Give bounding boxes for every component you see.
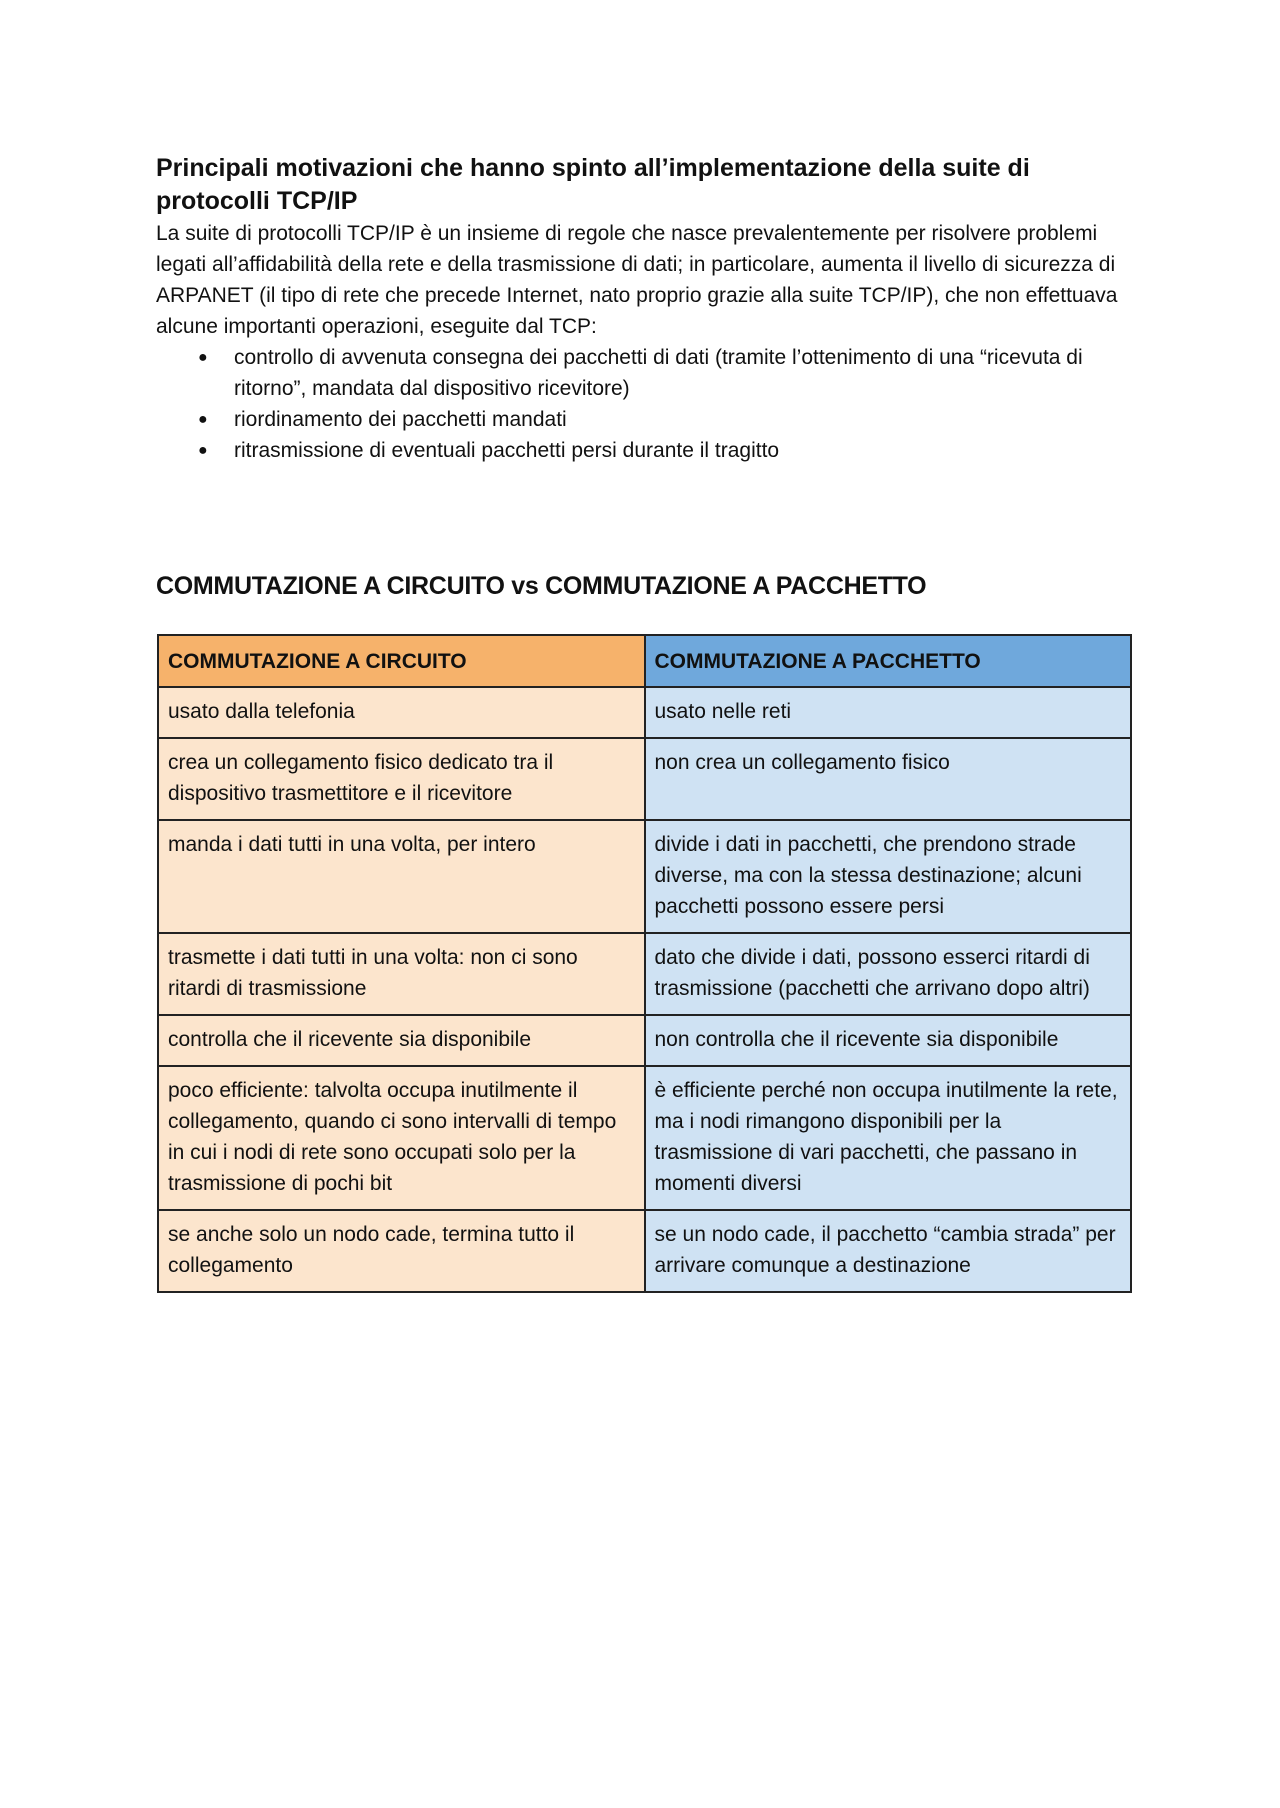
cell-circuit: se anche solo un nodo cade, termina tutto il collegamento (158, 1210, 645, 1292)
comparison-table (157, 634, 1132, 1293)
table-row (158, 1015, 1131, 1066)
comparison-title: COMMUTAZIONE A CIRCUITO vs COMMUTAZIONE A PACCHETTO (156, 572, 927, 600)
table-row (158, 820, 1131, 933)
list-item: ● riordinamento dei pacchetti mandati (156, 404, 1136, 435)
header-packet: COMMUTAZIONE A PACCHETTO (645, 635, 1132, 687)
cell-circuit: manda i dati tutti in una volta, per intero (158, 820, 645, 933)
header-circuit: COMMUTAZIONE A CIRCUITO (158, 635, 645, 687)
cell-circuit: poco efficiente: talvolta occupa inutilmente il collegamento, quando ci sono intervalli di tempo in cui i nodi di rete sono occupati solo per la trasmissione di pochi bit (158, 1066, 645, 1210)
list-item: ● ritrasmissione di eventuali pacchetti persi durante il tragitto (156, 435, 1136, 466)
table-row (158, 1066, 1131, 1210)
section-paragraph: La suite di protocolli TCP/IP è un insieme di regole che nasce prevalentemente per risolvere problemi legati all’affidabilità della rete e della trasmissione di dati; in particolare, aumenta il livello di sicurezza di ARPANET (il tipo di rete che precede Internet, nato proprio grazie alla suite TCP/IP), che non effettuava alcune importanti operazioni, eseguite dal TCP: (156, 222, 1118, 338)
bullet-icon: ● (198, 411, 208, 428)
section-tcpip (156, 152, 1136, 466)
bullet-list (156, 342, 1136, 466)
cell-packet: dato che divide i dati, possono esserci ritardi di trasmissione (pacchetti che arrivano dopo altri) (645, 933, 1132, 1015)
cell-circuit: usato dalla telefonia (158, 687, 645, 738)
table-row (158, 1210, 1131, 1292)
table-row (158, 687, 1131, 738)
cell-packet: divide i dati in pacchetti, che prendono strade diverse, ma con la stessa destinazione; alcuni pacchetti possono essere persi (645, 820, 1132, 933)
table-row (158, 738, 1131, 820)
cell-packet: non controlla che il ricevente sia disponibile (645, 1015, 1132, 1066)
cell-packet: non crea un collegamento fisico (645, 738, 1132, 820)
section-title: Principali motivazioni che hanno spinto all’implementazione della suite di protocolli TCP/IP (156, 154, 1030, 215)
bullet-icon: ● (198, 349, 208, 366)
cell-packet: è efficiente perché non occupa inutilmente la rete, ma i nodi rimangono disponibili per la trasmissione di vari pacchetti, che passano in momenti diversi (645, 1066, 1132, 1210)
table-header-row (158, 635, 1131, 687)
cell-circuit: crea un collegamento fisico dedicato tra il dispositivo trasmettitore e il ricevitore (158, 738, 645, 820)
bullet-icon: ● (198, 442, 208, 459)
cell-packet: se un nodo cade, il pacchetto “cambia strada” per arrivare comunque a destinazione (645, 1210, 1132, 1292)
table-row (158, 933, 1131, 1015)
cell-circuit: trasmette i dati tutti in una volta: non ci sono ritardi di trasmissione (158, 933, 645, 1015)
cell-circuit: controlla che il ricevente sia disponibile (158, 1015, 645, 1066)
cell-packet: usato nelle reti (645, 687, 1132, 738)
list-item: ● controllo di avvenuta consegna dei pacchetti di dati (tramite l’ottenimento di una “ricevuta di ritorno”, mandata dal dispositivo ricevitore) (156, 342, 1136, 404)
